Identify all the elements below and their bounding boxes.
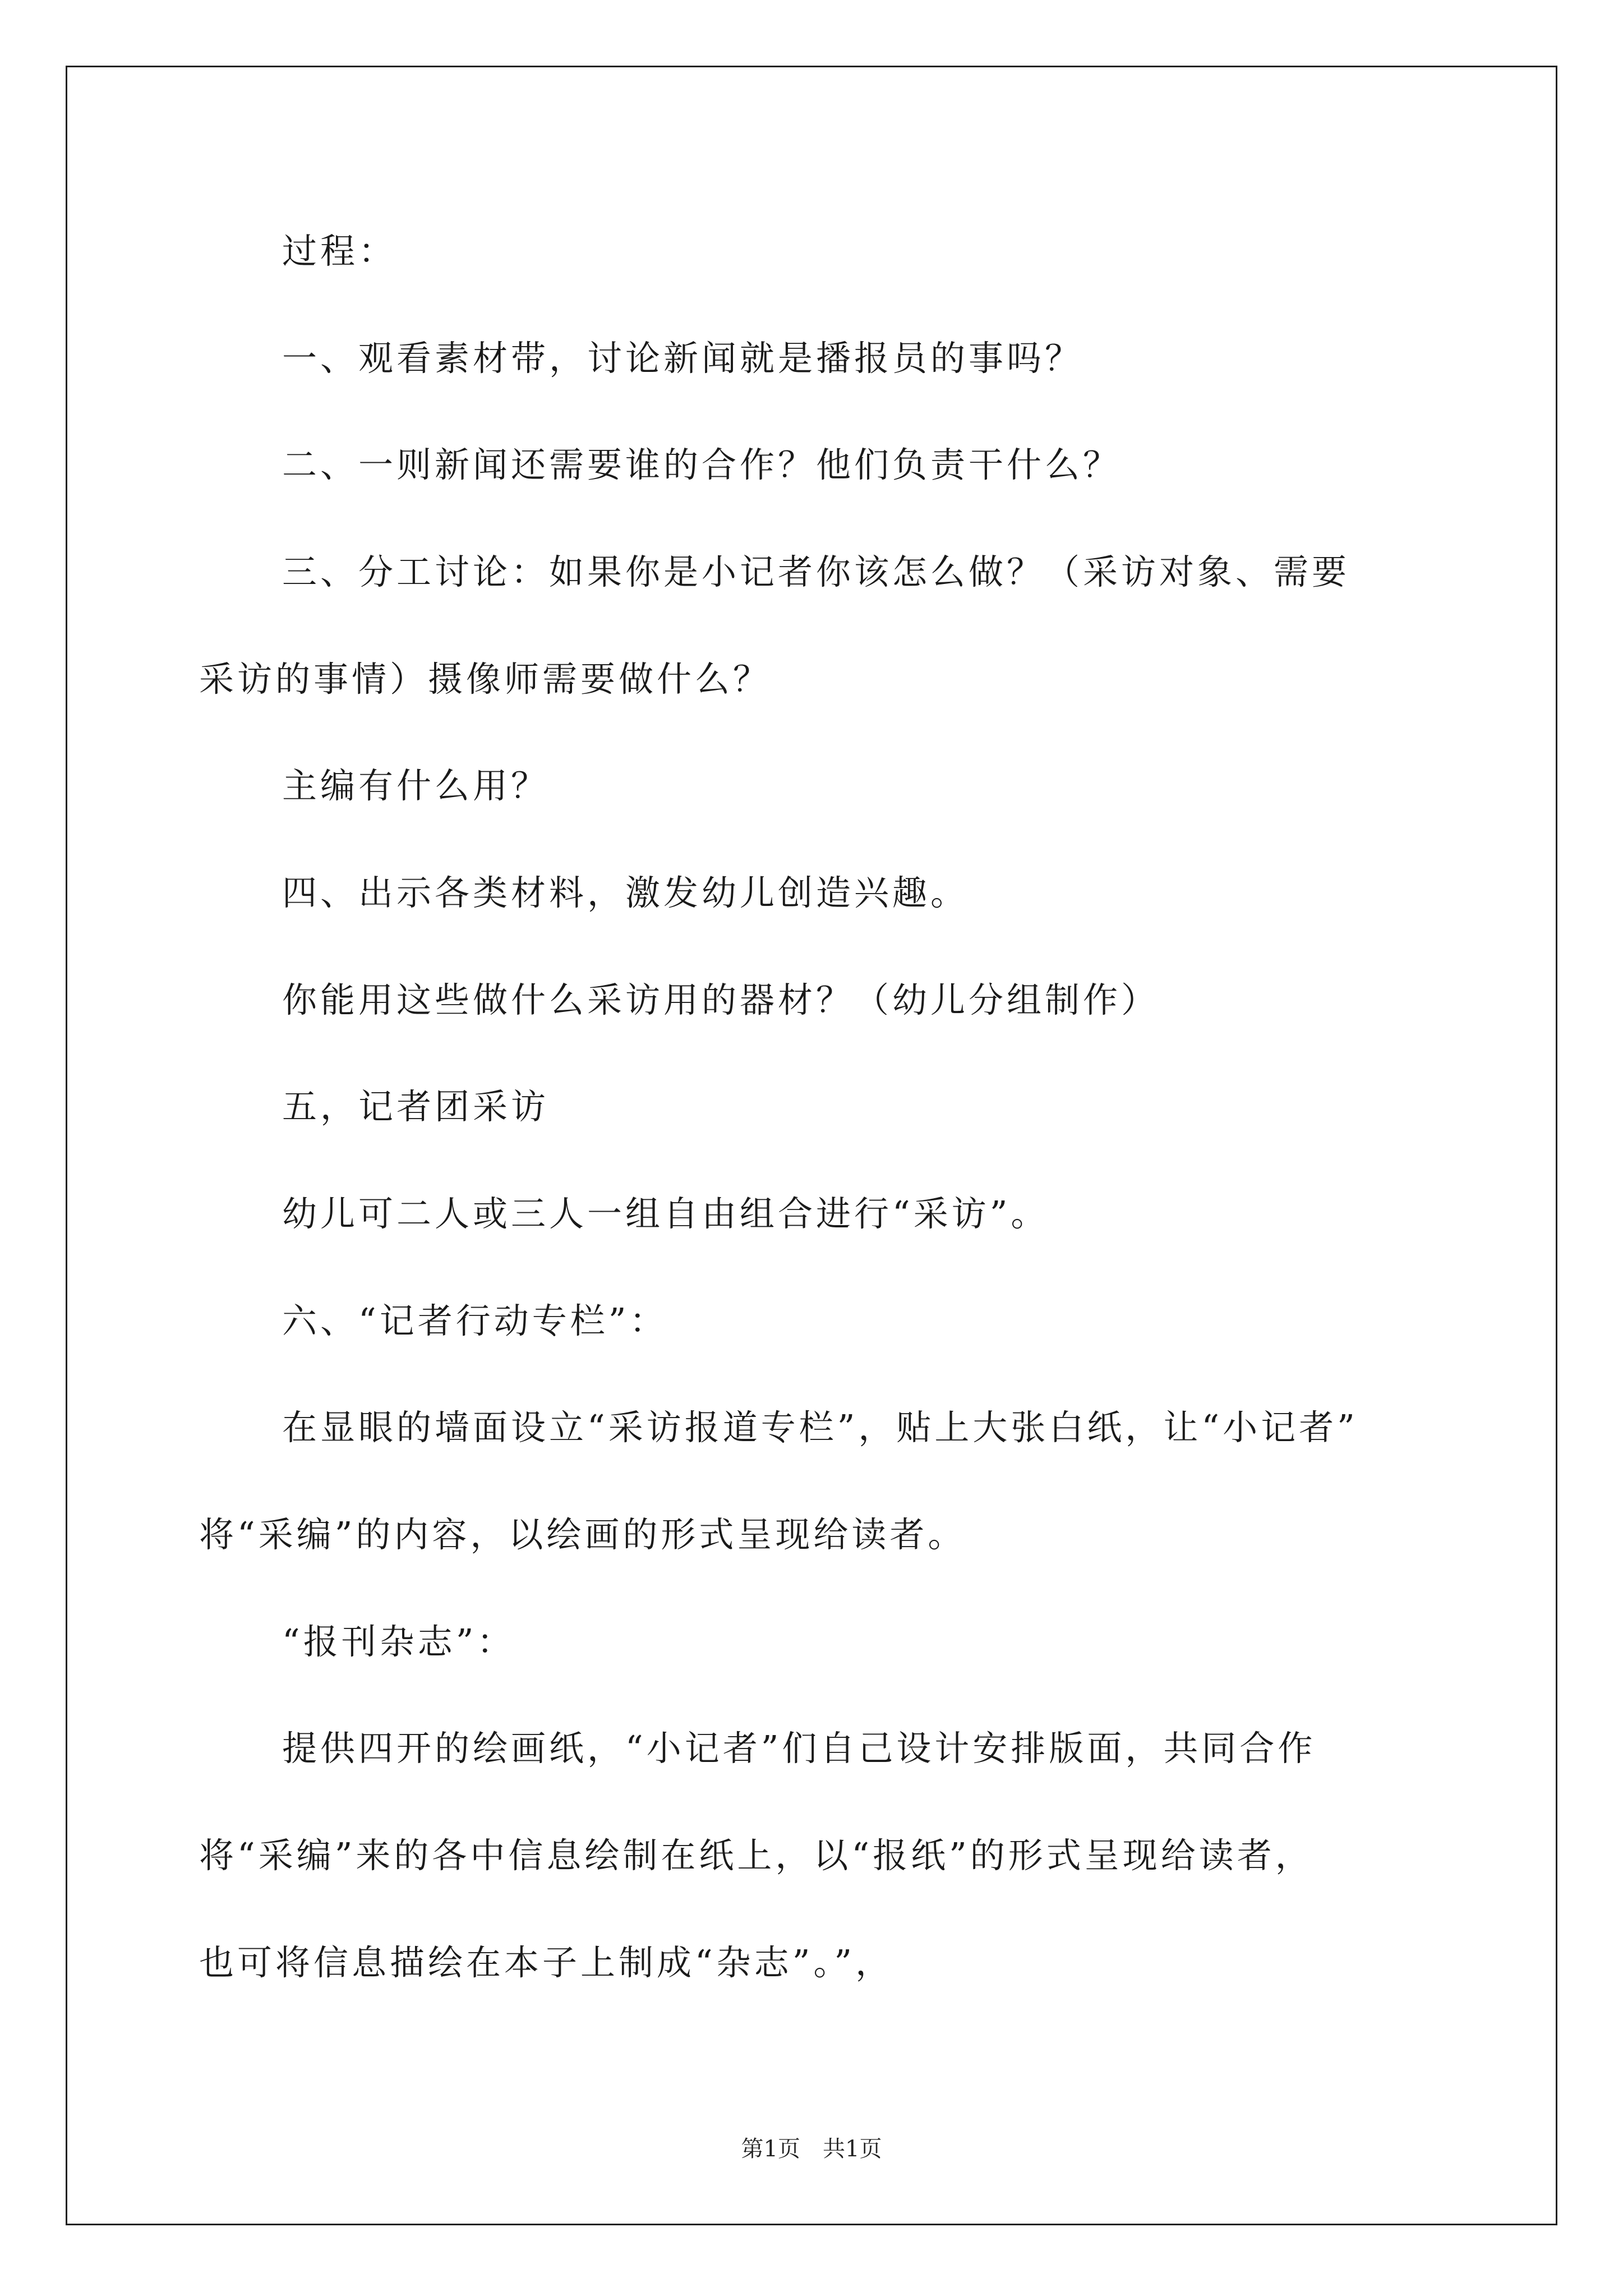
paragraph: “报刊杂志”：: [282, 1621, 515, 1662]
paragraph: 五，记者团采访: [282, 1086, 550, 1127]
page-number: 第1页 共1页: [741, 2136, 882, 2162]
paragraph: 幼儿可二人或三人一组自由组合进行“采访”。: [282, 1193, 1049, 1234]
page-border: [66, 66, 1557, 2225]
paragraph-continuation: 采访的事情）摄像师需要做什么？: [199, 659, 772, 700]
paragraph: 你能用这些做什么采访用的器材？（幼儿分组制作）: [282, 979, 1160, 1020]
paragraph: 在显眼的墙面设立“采访报道专栏”，贴上大张白纸，让“小记者”: [282, 1407, 1358, 1448]
paragraph: 一、观看素材带，讨论新闻就是播报员的事吗？: [282, 338, 1083, 379]
paragraph: 主编有什么用？: [282, 765, 550, 806]
paragraph: 六、“记者行动专栏”：: [282, 1300, 668, 1341]
paragraph: 二、一则新闻还需要谁的合作？他们负责干什么？: [282, 444, 1122, 485]
paragraph-continuation: 将“采编”来的各中信息绘制在纸上，以“报纸”的形式呈现给读者，: [199, 1835, 1313, 1876]
paragraph: 提供四开的绘画纸，“小记者”们自己设计安排版面，共同合作: [282, 1728, 1316, 1769]
paragraph-continuation: 也可将信息描绘在本子上制成“杂志”。”，: [199, 1942, 894, 1983]
paragraph: 三、分工讨论：如果你是小记者你该怎么做？（采访对象、需要: [282, 551, 1350, 592]
paragraph-continuation: 将“采编”的内容，以绘画的形式呈现给读者。: [199, 1514, 966, 1555]
paragraph: 四、出示各类材料，激发幼儿创造兴趣。: [282, 872, 969, 913]
paragraph: 过程：: [282, 231, 397, 272]
